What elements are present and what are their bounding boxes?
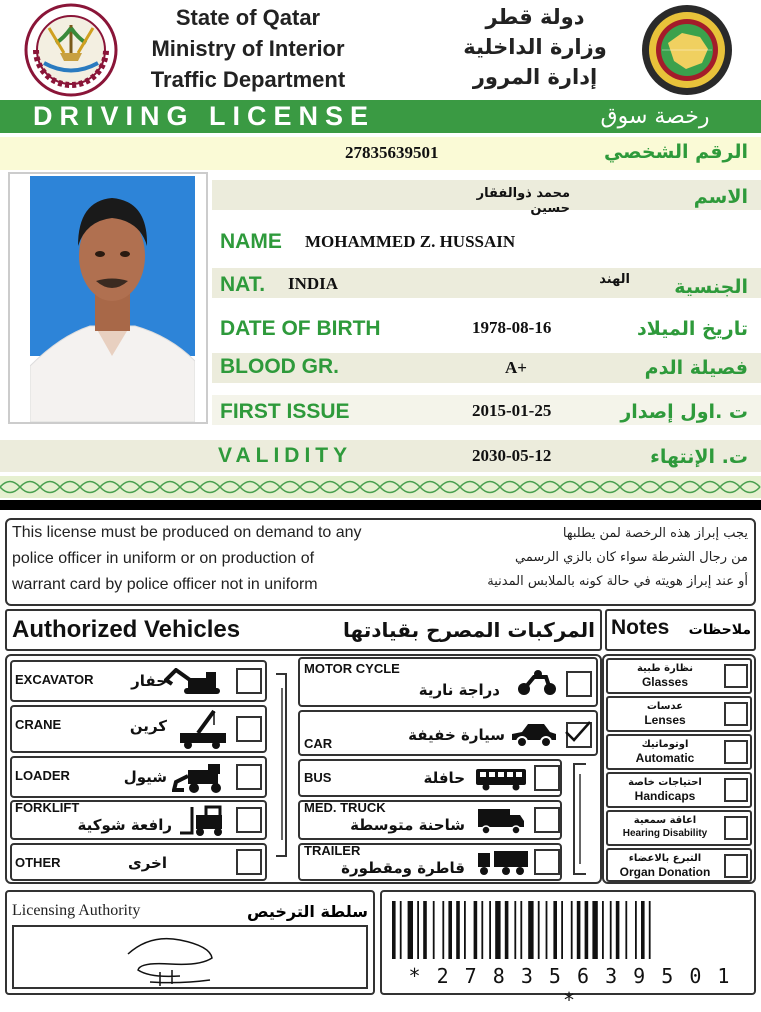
note-checkbox[interactable] [724, 854, 748, 878]
vehicle-label-en: MED. TRUCK [304, 800, 386, 815]
vehicle-checkbox[interactable] [236, 807, 262, 833]
note-label-en: Hearing Disability [622, 828, 708, 839]
authority-label-en: Licensing Authority [12, 902, 141, 919]
motorcycle-icon [516, 669, 558, 701]
loader-icon [172, 762, 230, 798]
note-row [606, 658, 752, 694]
header-en-line-3: Traffic Department [150, 67, 346, 92]
bracket-divider [272, 660, 294, 880]
vehicle-label-ar: حفار [131, 672, 167, 690]
vehicle-checkbox[interactable] [534, 849, 560, 875]
vehicle-label-en: TRAILER [304, 843, 361, 858]
vehicle-label-ar: قاطرة ومقطورة [341, 859, 465, 877]
vehicles-title-en: Authorized Vehicles [12, 616, 241, 643]
forklift-icon [178, 805, 230, 841]
notes-title-ar: ملاحظات [688, 622, 751, 638]
vehicle-row-car [298, 710, 598, 756]
truck-icon [476, 807, 526, 839]
vehicle-label-en: FORKLIFT [15, 800, 80, 815]
note-checkbox[interactable] [724, 740, 748, 764]
vehicle-label-ar: حافلة [423, 769, 465, 787]
notes-title-en: Notes [611, 616, 670, 639]
bus-icon [474, 767, 528, 795]
vehicle-row-bus [298, 759, 562, 797]
car-icon [510, 722, 558, 752]
vehicle-row-forklift [10, 800, 267, 840]
header-en-line-1: State of Qatar [175, 5, 321, 30]
note-text [610, 738, 720, 765]
personal-no-value: 27835639501 [345, 143, 439, 162]
vehicles-title-ar: المركبات المصرح بقيادتها [343, 618, 595, 642]
personal-no-label: الرقم الشخصي [603, 141, 748, 163]
blood-label-ar: فصيلة الدم [644, 357, 748, 379]
vehicle-label-ar: كرين [129, 717, 167, 735]
holder-photo [30, 176, 195, 422]
name-ar-value: محمد ذوالفقار حسين [476, 186, 570, 216]
note-checkbox[interactable] [724, 702, 748, 726]
note-label-ar: التبرع بالاعضاء [628, 853, 702, 864]
issue-label-ar: ت .اول إصدار [620, 401, 748, 423]
note-checkbox[interactable] [724, 816, 748, 840]
vehicle-label-en: LOADER [15, 768, 70, 783]
dob-value: 1978-08-16 [472, 318, 552, 337]
notice-en-line-2: police officer in uniform or on production of [12, 550, 315, 567]
note-label-en: Automatic [635, 751, 695, 765]
signature-icon [120, 930, 230, 988]
vehicle-label-ar: دراجة نارية [418, 681, 500, 699]
vehicle-checkbox-checked[interactable] [566, 722, 592, 748]
vehicle-label-ar: رافعة شوكية [77, 816, 172, 834]
title-ar: رخصة سوق [600, 104, 710, 129]
name-label-ar: الاسم [693, 186, 748, 208]
blood-label-en: BLOOD GR. [220, 355, 339, 378]
note-text [610, 776, 720, 803]
vehicle-row-other [10, 843, 267, 881]
note-row [606, 734, 752, 770]
vehicle-label-ar: شيول [123, 768, 167, 786]
license-front [0, 0, 761, 505]
blood-value: A+ [505, 358, 527, 377]
gcc-logo-icon [640, 3, 734, 97]
vehicle-label-en: CRANE [15, 717, 62, 732]
barcode-digits: * 2 7 8 3 5 6 3 9 5 0 1 * [408, 964, 732, 1012]
validity-label-en: VALIDITY [218, 444, 353, 467]
note-label-ar: عدسات [646, 701, 684, 712]
vehicle-checkbox[interactable] [534, 765, 560, 791]
validity-value: 2030-05-12 [472, 446, 552, 465]
vehicle-row-excavator [10, 660, 267, 702]
issue-value: 2015-01-25 [472, 401, 552, 420]
note-label-en: Glasses [641, 675, 689, 689]
barcode-icon [390, 901, 746, 959]
vehicle-label-ar: اخرى [127, 854, 167, 872]
note-label-ar: اوتوماتيك [641, 739, 689, 750]
vehicle-checkbox[interactable] [534, 807, 560, 833]
nat-label-en: NAT. [220, 273, 266, 296]
checkmark-icon [564, 720, 592, 744]
note-checkbox[interactable] [724, 778, 748, 802]
note-row [606, 848, 752, 882]
note-label-ar: نظارة طبية [636, 663, 694, 674]
vehicle-checkbox[interactable] [236, 764, 262, 790]
notice-ar-line-3: أو عند إبراز هويته في حالة كونه بالملابس المدنية [487, 574, 748, 589]
header-ar-line-2: وزارة الداخلية [463, 35, 607, 59]
vehicle-label-ar: شاحنة متوسطة [350, 816, 465, 834]
note-row [606, 772, 752, 808]
note-text [610, 700, 720, 727]
vehicle-row-loader [10, 756, 267, 798]
crane-icon [178, 709, 230, 753]
nat-label-ar: الجنسية [674, 276, 748, 298]
header-ar-line-1: دولة قطر [485, 5, 585, 29]
validity-label-ar: ت. الإنتهاء [650, 446, 748, 468]
vehicle-row-med-truck [298, 800, 562, 840]
qatar-emblem-icon [24, 3, 118, 97]
note-label-ar: احتياجات خاصة [628, 777, 702, 788]
vehicle-label-en: MOTOR CYCLE [304, 661, 400, 676]
vehicle-row-crane [10, 705, 267, 753]
note-checkbox[interactable] [724, 664, 748, 688]
dob-label-ar: تاريخ الميلاد [637, 318, 748, 340]
vehicle-label-ar: سيارة خفيفة [408, 726, 505, 744]
decorative-pattern-strip [0, 476, 761, 498]
note-label-en: Handicaps [634, 789, 696, 803]
name-label-en: NAME [220, 230, 282, 253]
vehicle-label-en: EXCAVATOR [15, 672, 94, 687]
note-text [610, 814, 720, 841]
header-ar-line-3: إدارة المرور [472, 65, 598, 89]
note-text [610, 852, 720, 879]
license-back [0, 510, 761, 1012]
header-en-line-2: Ministry of Interior [151, 36, 345, 61]
vehicle-label-en: OTHER [15, 855, 61, 870]
title-en: DRIVING LICENSE [33, 101, 376, 131]
authority-label-ar: سلطة الترخيص [247, 902, 368, 921]
trailer-icon [476, 849, 530, 881]
name-value-en: MOHAMMED Z. HUSSAIN [305, 232, 516, 251]
note-text [610, 662, 720, 689]
excavator-icon [164, 668, 228, 700]
note-row [606, 696, 752, 732]
vehicle-checkbox[interactable] [566, 671, 592, 697]
note-row [606, 810, 752, 846]
vehicle-checkbox[interactable] [236, 716, 262, 742]
notice-en-line-1: This license must be produced on demand to any [12, 524, 362, 541]
vehicle-checkbox[interactable] [236, 668, 262, 694]
issue-label-en: FIRST ISSUE [220, 400, 350, 423]
bracket-divider-small [566, 760, 592, 878]
vehicle-checkbox[interactable] [236, 849, 262, 875]
note-label-en: Lenses [644, 713, 686, 727]
nat-value-ar: الهند [599, 272, 630, 287]
vehicle-label-en: BUS [304, 770, 332, 785]
notice-ar-line-1: يجب إبراز هذه الرخصة لمن يطلبها [562, 526, 748, 541]
vehicle-label-en: CAR [304, 736, 333, 751]
nat-value-en: INDIA [288, 274, 339, 293]
note-label-ar: اعاقة سمعية [633, 815, 697, 826]
dob-label-en: DATE OF BIRTH [220, 317, 381, 340]
notice-en-line-3: warrant card by police officer not in uniform [12, 576, 318, 593]
vehicle-row-trailer [298, 843, 562, 881]
note-label-en: Organ Donation [619, 865, 711, 879]
vehicle-row-motorcycle [298, 657, 598, 707]
notice-ar-line-2: من رجال الشرطة سواء كان بالزي الرسمي [515, 550, 748, 565]
card-divider [0, 500, 761, 510]
